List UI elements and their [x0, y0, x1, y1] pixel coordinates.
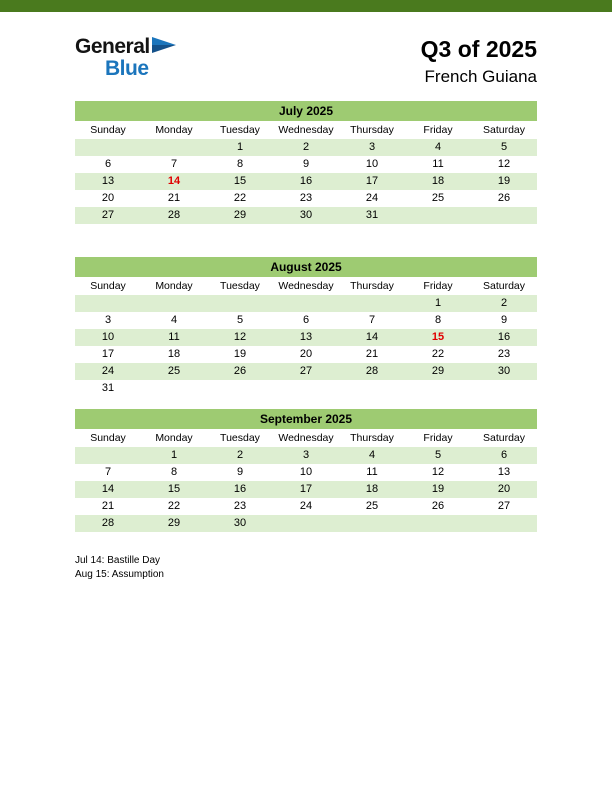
weekday-label: Monday [141, 429, 207, 447]
day-cell: 8 [405, 312, 471, 329]
day-cell: 25 [141, 363, 207, 380]
empty-day-cell [471, 380, 537, 397]
day-cell: 5 [471, 139, 537, 156]
weekday-header-row [75, 121, 537, 139]
week-row [75, 363, 537, 380]
week-row [75, 329, 537, 346]
day-cell: 7 [339, 312, 405, 329]
day-cell: 19 [405, 481, 471, 498]
day-cell: 12 [471, 156, 537, 173]
day-cell: 21 [141, 190, 207, 207]
weekday-label: Wednesday [273, 277, 339, 295]
day-cell: 1 [405, 295, 471, 312]
month-calendar-august [75, 257, 537, 397]
empty-day-cell [273, 380, 339, 397]
empty-day-cell [471, 515, 537, 532]
day-cell: 28 [339, 363, 405, 380]
day-cell: 27 [471, 498, 537, 515]
day-cell: 6 [471, 447, 537, 464]
day-cell: 2 [471, 295, 537, 312]
day-cell: 11 [339, 464, 405, 481]
day-cell: 13 [75, 173, 141, 190]
empty-day-cell [405, 380, 471, 397]
day-cell: 23 [207, 498, 273, 515]
empty-day-cell [471, 207, 537, 224]
day-cell: 3 [273, 447, 339, 464]
weekday-label: Saturday [471, 429, 537, 447]
weekday-label: Thursday [339, 277, 405, 295]
holiday-note: Aug 15: Assumption [75, 569, 164, 580]
title-block [421, 36, 537, 87]
empty-day-cell [339, 295, 405, 312]
weekday-label: Friday [405, 429, 471, 447]
day-cell: 10 [339, 156, 405, 173]
day-cell: 22 [141, 498, 207, 515]
day-cell: 17 [75, 346, 141, 363]
week-row [75, 190, 537, 207]
day-cell: 9 [273, 156, 339, 173]
day-cell: 4 [339, 447, 405, 464]
day-cell: 27 [273, 363, 339, 380]
weekday-label: Thursday [339, 121, 405, 139]
holiday-note: Jul 14: Bastille Day [75, 555, 161, 566]
day-cell: 31 [75, 380, 141, 397]
day-cell: 23 [471, 346, 537, 363]
day-cell: 16 [471, 329, 537, 346]
day-cell: 9 [471, 312, 537, 329]
week-row [75, 498, 537, 515]
day-cell: 14 [75, 481, 141, 498]
weekday-label: Sunday [75, 429, 141, 447]
day-cell: 17 [273, 481, 339, 498]
day-cell: 21 [339, 346, 405, 363]
weekday-label: Saturday [471, 121, 537, 139]
empty-day-cell [207, 295, 273, 312]
week-row [75, 295, 537, 312]
day-cell: 19 [471, 173, 537, 190]
day-cell: 26 [471, 190, 537, 207]
month-calendar-july [75, 101, 537, 224]
day-cell: 14 [141, 173, 207, 190]
day-cell: 3 [75, 312, 141, 329]
empty-day-cell [75, 295, 141, 312]
weekday-label: Thursday [339, 429, 405, 447]
month-title: July 2025 [75, 101, 537, 121]
empty-day-cell [339, 380, 405, 397]
day-cell: 16 [207, 481, 273, 498]
weekday-label: Monday [141, 277, 207, 295]
day-cell: 5 [207, 312, 273, 329]
logo-line-general [75, 36, 176, 58]
empty-day-cell [141, 139, 207, 156]
weekday-label: Friday [405, 121, 471, 139]
day-cell: 30 [471, 363, 537, 380]
empty-day-cell [339, 515, 405, 532]
day-cell: 9 [207, 464, 273, 481]
day-cell: 7 [141, 156, 207, 173]
week-row [75, 464, 537, 481]
day-cell: 5 [405, 447, 471, 464]
day-cell: 26 [405, 498, 471, 515]
day-cell: 4 [141, 312, 207, 329]
weekday-label: Friday [405, 277, 471, 295]
day-cell: 20 [75, 190, 141, 207]
week-row [75, 346, 537, 363]
day-cell: 18 [141, 346, 207, 363]
empty-day-cell [141, 295, 207, 312]
day-cell: 12 [405, 464, 471, 481]
general-blue-logo [75, 36, 176, 79]
empty-day-cell [75, 139, 141, 156]
day-cell: 4 [405, 139, 471, 156]
week-row [75, 156, 537, 173]
day-cell: 14 [339, 329, 405, 346]
day-cell: 25 [405, 190, 471, 207]
week-row [75, 515, 537, 532]
day-cell: 15 [405, 329, 471, 346]
day-cell: 28 [141, 207, 207, 224]
weekday-label: Monday [141, 121, 207, 139]
empty-day-cell [405, 207, 471, 224]
day-cell: 18 [339, 481, 405, 498]
day-cell: 23 [273, 190, 339, 207]
weekday-label: Saturday [471, 277, 537, 295]
day-cell: 24 [273, 498, 339, 515]
day-cell: 8 [207, 156, 273, 173]
week-row [75, 312, 537, 329]
day-cell: 30 [273, 207, 339, 224]
empty-day-cell [405, 515, 471, 532]
empty-day-cell [273, 515, 339, 532]
day-cell: 6 [75, 156, 141, 173]
day-cell: 11 [405, 156, 471, 173]
day-cell: 17 [339, 173, 405, 190]
day-cell: 30 [207, 515, 273, 532]
week-row [75, 481, 537, 498]
day-cell: 7 [75, 464, 141, 481]
day-cell: 27 [75, 207, 141, 224]
day-cell: 6 [273, 312, 339, 329]
month-calendar-september [75, 409, 537, 532]
week-row [75, 447, 537, 464]
empty-day-cell [273, 295, 339, 312]
day-cell: 13 [471, 464, 537, 481]
day-cell: 3 [339, 139, 405, 156]
holiday-notes [75, 554, 164, 582]
day-cell: 2 [207, 447, 273, 464]
day-cell: 20 [273, 346, 339, 363]
weekday-header-row [75, 277, 537, 295]
day-cell: 24 [75, 363, 141, 380]
day-cell: 18 [405, 173, 471, 190]
weekday-label: Tuesday [207, 429, 273, 447]
day-cell: 25 [339, 498, 405, 515]
month-title: September 2025 [75, 409, 537, 429]
weekday-header-row [75, 429, 537, 447]
day-cell: 10 [273, 464, 339, 481]
day-cell: 12 [207, 329, 273, 346]
day-cell: 31 [339, 207, 405, 224]
month-title: August 2025 [75, 257, 537, 277]
week-row [75, 173, 537, 190]
day-cell: 20 [471, 481, 537, 498]
weekday-label: Tuesday [207, 277, 273, 295]
weekday-label: Tuesday [207, 121, 273, 139]
logo-flag-icon [152, 37, 176, 58]
day-cell: 11 [141, 329, 207, 346]
day-cell: 1 [141, 447, 207, 464]
day-cell: 22 [207, 190, 273, 207]
day-cell: 22 [405, 346, 471, 363]
country-name: French Guiana [424, 67, 537, 87]
day-cell: 29 [141, 515, 207, 532]
day-cell: 2 [273, 139, 339, 156]
day-cell: 8 [141, 464, 207, 481]
top-accent-bar [0, 0, 612, 12]
week-row [75, 380, 537, 397]
day-cell: 28 [75, 515, 141, 532]
day-cell: 26 [207, 363, 273, 380]
day-cell: 13 [273, 329, 339, 346]
day-cell: 10 [75, 329, 141, 346]
day-cell: 24 [339, 190, 405, 207]
weekday-label: Wednesday [273, 429, 339, 447]
empty-day-cell [207, 380, 273, 397]
day-cell: 1 [207, 139, 273, 156]
day-cell: 19 [207, 346, 273, 363]
day-cell: 15 [207, 173, 273, 190]
empty-day-cell [75, 447, 141, 464]
empty-day-cell [141, 380, 207, 397]
day-cell: 16 [273, 173, 339, 190]
weekday-label: Wednesday [273, 121, 339, 139]
day-cell: 29 [207, 207, 273, 224]
day-cell: 29 [405, 363, 471, 380]
day-cell: 15 [141, 481, 207, 498]
weekday-label: Sunday [75, 277, 141, 295]
quarter-title: Q3 of 2025 [420, 36, 537, 62]
weekday-label: Sunday [75, 121, 141, 139]
week-row [75, 139, 537, 156]
logo-general-text: General [75, 35, 150, 58]
day-cell: 21 [75, 498, 141, 515]
logo-blue-text: Blue [105, 57, 149, 80]
week-row [75, 207, 537, 224]
